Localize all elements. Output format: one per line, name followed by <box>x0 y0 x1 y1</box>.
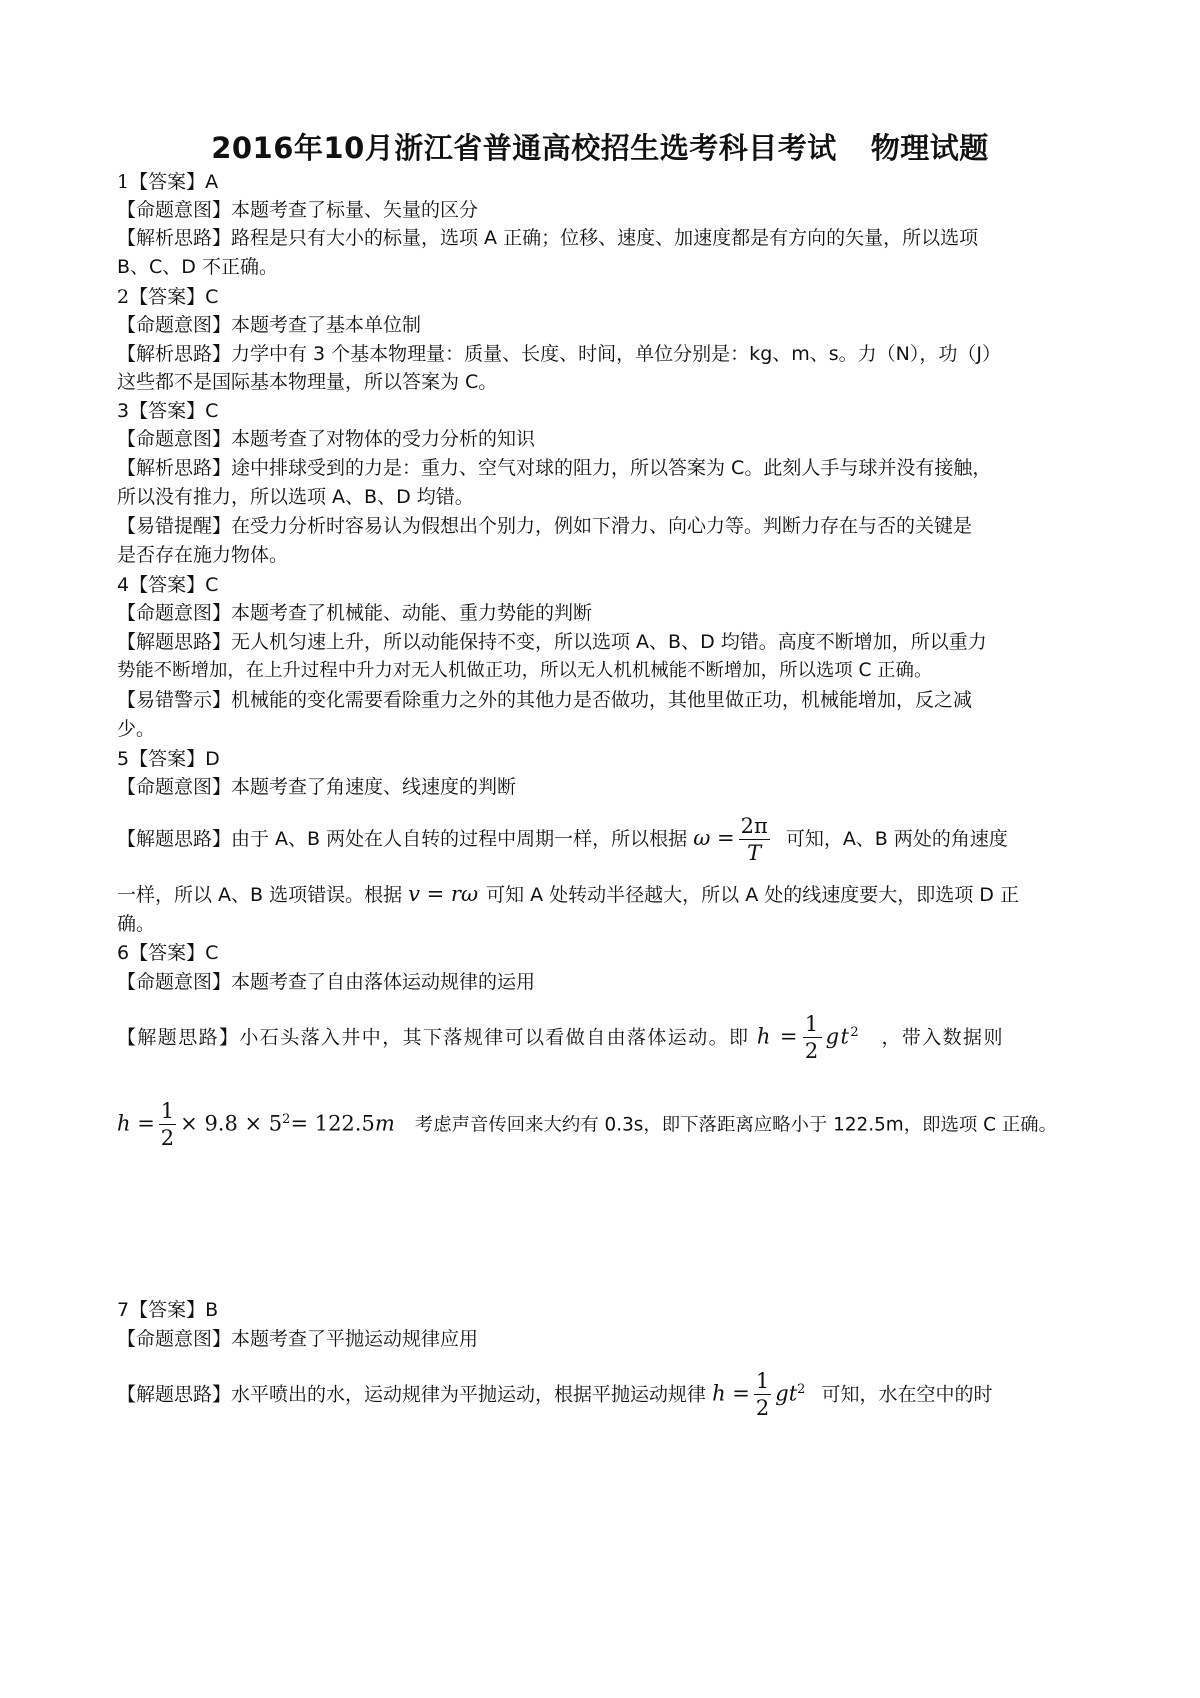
q7-answer-line: 7【答案】B <box>117 1299 219 1321</box>
q4-warning-line1: 【易错警示】机械能的变化需要看除重力之外的其他力是否做功，其他里做正功，机械能增加，反之减 <box>117 689 973 711</box>
q6-analysis-line1: 【解题思路】小石头落入井中，其下落规律可以看做自由落体运动。即 h = $\frac{1}{2}$ $gt^2$ ，带入数据则 <box>117 1012 1004 1064</box>
q5-answer: D <box>205 748 220 770</box>
two-pi-over-t-fraction: $\frac{2\pi}{T}$ <box>740 814 768 865</box>
q7-intent-line: 【命题意图】本题考查了平抛运动规律应用 <box>117 1328 479 1350</box>
q4-warning-line2: 少。 <box>117 718 156 740</box>
q3-analysis-line1: 【解析思路】途中排球受到的力是：重力、空气对球的阻力，所以答案为 C。此刻人手与球并没有接触， <box>117 457 992 479</box>
q4-analysis-line2: 势能不断增加，在上升过程中升力对无人机做正功，所以无人机机械能不断增加，所以选项 C 正确。 <box>117 660 933 681</box>
q3-warning-line1: 【易错提醒】在受力分析时容易认为假想出个别力，例如下滑力、向心力等。判断力存在与否的关键是 <box>117 515 973 537</box>
q1-answer: A <box>205 171 219 193</box>
projectile-formula-lhs: h = <box>712 1381 750 1406</box>
q2-answer: C <box>205 286 219 308</box>
title-subject: 物理试题 <box>870 131 989 165</box>
q2-intent-line: 【命题意图】本题考查了基本单位制 <box>117 314 422 336</box>
q3-answer: C <box>205 400 219 422</box>
q5-analysis-line1: 【解题思路】由于 A、B 两处在人自转的过程中周期一样，所以根据 ω = $\frac{2\pi}{T}$ 可知，A、B 两处的角速度 <box>117 814 1008 865</box>
title-main: 2016年10月浙江省普通高校招生选考科目考试 <box>211 131 837 165</box>
q4-answer-line: 4【答案】C <box>117 574 219 596</box>
q2-analysis-line2: 这些都不是国际基本物理量，所以答案为 C。 <box>117 371 498 393</box>
page-title <box>0 126 1200 167</box>
q4-analysis-line1: 【解题思路】无人机匀速上升，所以动能保持不变，所以选项 A、B、D 均错。高度不断增加，所以重力 <box>117 631 987 653</box>
q5-intent-line: 【命题意图】本题考查了角速度、线速度的判断 <box>117 776 517 798</box>
q1-analysis-line2: B、C、D 不正确。 <box>117 256 278 278</box>
one-half-fraction: $\frac{1}{2}$ <box>804 1012 820 1064</box>
v-equals-r-omega-formula: v = rω <box>408 882 479 906</box>
q7-one-half-fraction: $\frac{1}{2}$ <box>755 1369 770 1421</box>
q6-intent-line: 【命题意图】本题考查了自由落体运动规律的运用 <box>117 971 536 993</box>
q1-analysis-line1: 【解析思路】路程是只有大小的标量，选项 A 正确；位移、速度、加速度都是有方向的矢量，所以选项 <box>117 227 979 249</box>
q4-intent-line: 【命题意图】本题考查了机械能、动能、重力势能的判断 <box>117 602 593 624</box>
q4-answer: C <box>205 574 219 596</box>
q6-answer: C <box>205 942 219 964</box>
q1-intent-line: 【命题意图】本题考查了标量、矢量的区分 <box>117 199 479 221</box>
q6-answer-line: 6【答案】C <box>117 942 219 964</box>
q7-answer: B <box>205 1299 219 1321</box>
q2-answer-line: 2【答案】C <box>117 286 219 308</box>
free-fall-formula-lhs: h = <box>756 1024 799 1049</box>
q3-answer-line: 3【答案】C <box>117 400 219 422</box>
calc-one-half-fraction: $\frac{1}{2}$ <box>160 1099 175 1151</box>
q3-intent-line: 【命题意图】本题考查了对物体的受力分析的知识 <box>117 428 536 450</box>
q5-analysis-line3: 确。 <box>117 913 156 935</box>
q1-answer-line: 1【答案】A <box>117 171 219 193</box>
omega-formula-lhs: ω = <box>693 826 735 850</box>
q3-warning-line2: 是否存在施力物体。 <box>117 544 289 566</box>
q3-analysis-line2: 所以没有推力，所以选项 A、B、D 均错。 <box>117 486 474 508</box>
q6-calculation-line: h = $\frac{1}{2}$ × $9.8 \times 5^2= 122.5m$ 考虑声音传回来大约有 0.3s，即下落距离应略小于 122.5m，即选项 C 正确。 <box>117 1099 1057 1151</box>
q2-analysis-line1: 【解析思路】力学中有 3 个基本物理量：质量、长度、时间，单位分别是：kg、m、s。力（N），功（J） <box>117 343 1001 365</box>
q7-analysis-line1: 【解题思路】水平喷出的水，运动规律为平抛运动，根据平抛运动规律 h = $\frac{1}{2}$ $gt^2$ 可知，水在空中的时 <box>117 1369 993 1421</box>
q5-answer-line: 5【答案】D <box>117 748 220 770</box>
q5-analysis-line2: 一样，所以 A、B 选项错误。根据 v = rω 可知 A 处转动半径越大，所以 A 处的线速度要大，即选项 D 正 <box>117 882 1019 906</box>
